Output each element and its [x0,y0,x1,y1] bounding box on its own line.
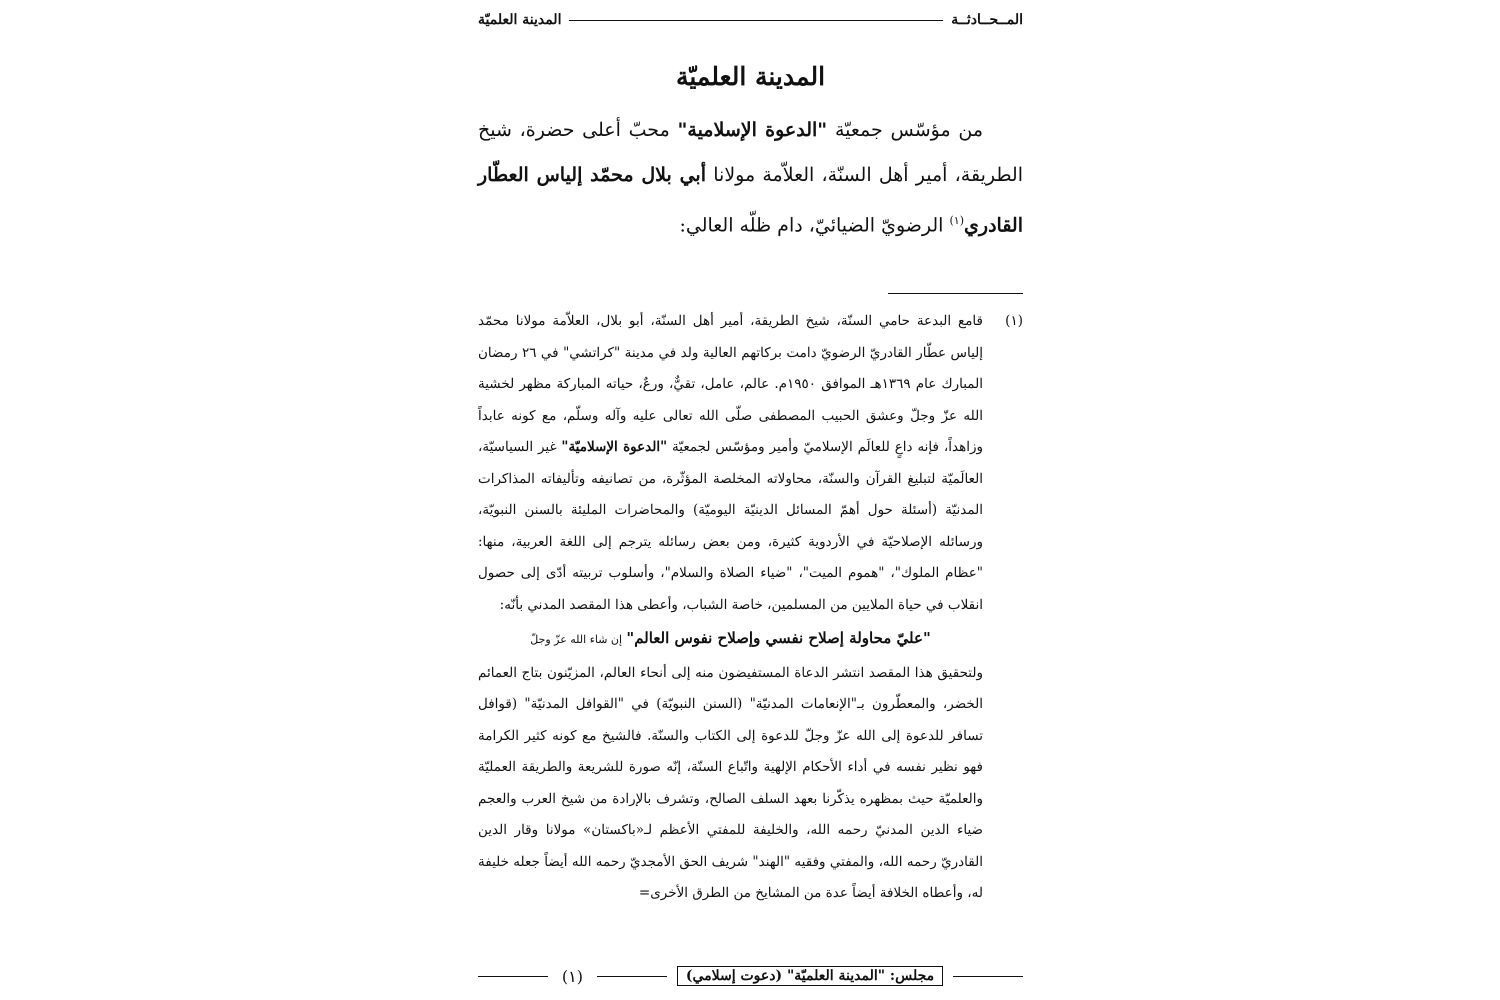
footnote-item [478,306,1023,910]
motto-suffix: إن شاء الله عزّ وجلّ [530,633,623,646]
intro-text-2: محبّ أعلى حضرة، شيخ الطريقة، أمير أهل السنّة، العلاّمة مولانا [478,119,1023,186]
footer-rule-right [953,976,1023,977]
page-number: (١) [561,966,583,986]
footnote-separator [888,293,1023,294]
footer-rule-left [478,976,548,977]
footnote-text-3: ولتحقيق هذا المقصد انتشر الدعاة المستفيضون منه إلى أنحاء العالم، المزيّنون بتاج العمائم الخضر، والمعطّرون بـ"الإنعامات المدنيّة" (السنن النبويّة) في "القوافل المدنيّة" (قوافل تسافر للدعوة إلى الله عزّ وجلّ للدعوة إلى الكتاب والسنّة. فالشيخ مع كونه كثير الكرامة فهو نظير نفسه في أداء الأحكام الإلهية واتّباع السنّة، إنّه صورة للشريعة والطريقة العمليّة والعلميّة حيث بمظهره يذكّرنا بعهد السلف الصالح، وتشرف بالإرادة من شيخ العرب والعجم ضياء الدين المدنيّ رحمه الله، والخليفة للمفتي الأعظم لـ«باكستان» مولانا وقار الدين القادريّ رحمه الله، والمفتي وفقيه "الهند" شريف الحق الأمجديّ رحمه الله أيضاً جعله خليفة له، وأعطاه الخلافة أيضاً عدة من المشايخ من الطرق الأخرى= [478,664,983,901]
footnote-organization: "الدعوة الإسلاميّة" [561,439,668,455]
footnote-motto [478,623,983,656]
intro-organization: "الدعوة الإسلامية" [677,119,828,141]
footer-publisher-box: مجلس: "المدينة العلميّة" (دعوت إسلامي) [677,966,943,986]
footnote-text-2: غير السياسيّة، العالَميّة لتبليغ القرآن والسنّة، محاولاته المخلصة المؤثّرة، من تصانيفه وتأليفاته المذاكرات المدنيّة (أسئلة حول أهمّ المسائل الدينيّة اليوميّة) والمحاضرات المليئة بالسنن النبويّة، ورسائله الإصلاحيّة في الأردوية كثيرة، ومن بعض رسائله يترجم إلى اللغة العربية، منها: "عظام الملوك"، "هموم الميت"، "ضياء الصلاة والسلام"، وأسلوب تربيته أدّى إلى حصول انقلاب في حياة الملايين من المسلمين، خاصة الشباب، وأعطى هذا المقصد المدني بأنّه: [478,439,983,613]
intro-paragraph [478,108,1023,248]
header-chapter-title: المدينة العلميّة [478,12,562,28]
header-section-title: المــحــادثــة [951,12,1023,28]
page-title: المدينة العلميّة [675,62,826,91]
footnote-text-1: قامع البدعة حامي السنّة، شيخ الطريقة، أمير أهل السنّة، أبو بلال، العلاّمة مولانا محمّد إلياس عطّار القادريّ الرضويّ دامت بركاتهم العالية ولد في مدينة "كراتشي" في ٢٦ رمضان المبارك عام ١٣٦٩هـ الموافق ١٩٥٠م. عالم، عامل، تقيٌّ، ورعٌ، حياته المباركة مظهر لخشية الله عزّ وجلّ وعشق الحبيب المصطفى صلّى الله تعالى عليه وآله وسلّم، مع كونه عابداً وزاهداً، فإنه داعٍ للعالَم الإسلاميّ وأمير ومؤسّس لجمعيّة [478,313,984,455]
footnote-body [478,306,983,910]
footnote-number: (١) [1005,313,1023,329]
running-footer [478,962,1023,990]
motto-text: "عليّ محاولة إصلاح نفسي وإصلاح نفوس العالم" [626,629,931,647]
intro-text-3: الرضويّ الضيائيّ، دام ظلّه العالي: [679,214,950,237]
header-rule [569,20,943,21]
intro-author-name: أبي بلال محمّد إلياس العطّار القادري [478,164,1023,237]
intro-text-1: من مؤسّس جمعيّة [827,119,984,141]
footnote-paragraph-2 [478,658,983,910]
book-page [478,0,1023,1000]
footer-rule-middle [597,976,667,977]
footnote-paragraph-1 [478,306,983,621]
footnote-reference[interactable]: (١) [949,214,965,227]
running-header [478,8,1023,32]
footnote [478,306,1023,910]
